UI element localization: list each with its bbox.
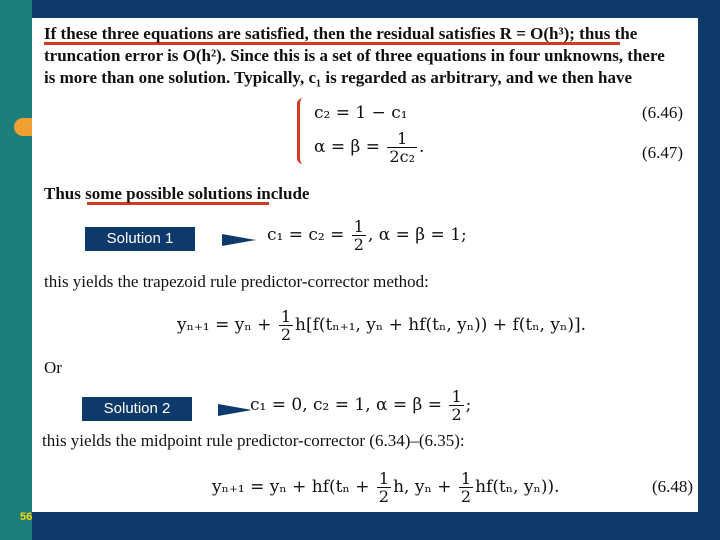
trap-lhs: yₙ₊₁ = yₙ + — [177, 315, 272, 335]
paragraph-thus: Thus some possible solutions include — [44, 184, 310, 203]
paragraph-line2: truncation error is O(h²). Since this is a set of three equations in four unknowns, there — [44, 46, 665, 65]
eq647-lhs: α = β = — [314, 137, 381, 157]
sol2-numerator: 1 — [451, 387, 462, 406]
trap-numerator: 1 — [280, 307, 291, 326]
slide-content — [32, 18, 698, 512]
mid-lhs: yₙ₊₁ = yₙ + hf(tₙ + — [212, 477, 370, 497]
sol2-lhs: c₁ = 0, c₂ = 1, α = β = — [250, 395, 443, 415]
paragraph-midpoint: this yields the midpoint rule predictor-corrector (6.34)–(6.35): — [42, 431, 465, 450]
mid-denominator-2: 2 — [460, 487, 472, 506]
mid-middle: h, yₙ + — [393, 477, 452, 497]
sol2-denominator: 2 — [451, 405, 462, 424]
equation-6-47: α = β = $\frac{1}{\text{2c₂}}$ . — [314, 129, 425, 166]
midpoint-equation — [212, 470, 560, 505]
mid-rhs: hf(tₙ, yₙ)). — [475, 477, 560, 497]
sol1-rhs: , α = β = 1; — [367, 225, 467, 245]
sol2-fraction — [449, 388, 463, 423]
mid-denominator-1: 2 — [378, 487, 390, 506]
equation-number-6-46: (6.46) — [642, 103, 684, 122]
mid-fraction-2 — [459, 470, 473, 505]
mid-numerator-1: 1 — [378, 469, 390, 488]
sol1-numerator: 1 — [353, 217, 364, 236]
equation-number-6-48: (6.48) — [652, 477, 694, 496]
equation-brace — [297, 98, 308, 164]
sol1-denominator: 2 — [353, 235, 364, 254]
paragraph-or: Or — [44, 358, 62, 377]
solution-2-label: Solution 2 — [82, 397, 192, 421]
solution-1-arrow — [222, 234, 256, 246]
eq647-denominator: 2c₂ — [389, 147, 415, 166]
paragraph-line3: is more than one solution. Typically, c₁ is regarded as arbitrary, and we then have — [44, 68, 633, 87]
slide-number: 56 — [20, 511, 33, 523]
equation-number-6-47: (6.47) — [642, 143, 684, 162]
solution-2-arrow — [218, 404, 252, 416]
sol2-rhs: ; — [465, 395, 472, 415]
solution-1-equation — [267, 218, 467, 253]
paragraph-line1: If these three equations are satisfied, then the residual satisfies R = O(h³); thus the — [44, 24, 638, 43]
equation-6-46: c₂ = 1 − c₁ — [314, 103, 408, 123]
trap-denominator: 2 — [280, 325, 291, 344]
sol1-lhs: c₁ = c₂ = — [267, 225, 345, 245]
solution-1-label: Solution 1 — [85, 227, 195, 251]
mid-numerator-2: 1 — [460, 469, 472, 488]
solution-2-equation — [250, 388, 471, 423]
paragraph-trapezoid: this yields the trapezoid rule predictor-corrector method: — [44, 272, 429, 291]
left-sidebar-bar — [0, 0, 32, 540]
trap-fraction — [279, 308, 293, 343]
trap-rhs: h[f(tₙ₊₁, yₙ + hf(tₙ, yₙ)) + f(tₙ, yₙ)]. — [295, 315, 586, 335]
trapezoid-equation — [177, 308, 586, 343]
eq647-fraction — [387, 130, 417, 165]
sol1-fraction — [352, 218, 366, 253]
eq647-numerator: 1 — [387, 130, 417, 148]
mid-fraction-1 — [377, 470, 391, 505]
